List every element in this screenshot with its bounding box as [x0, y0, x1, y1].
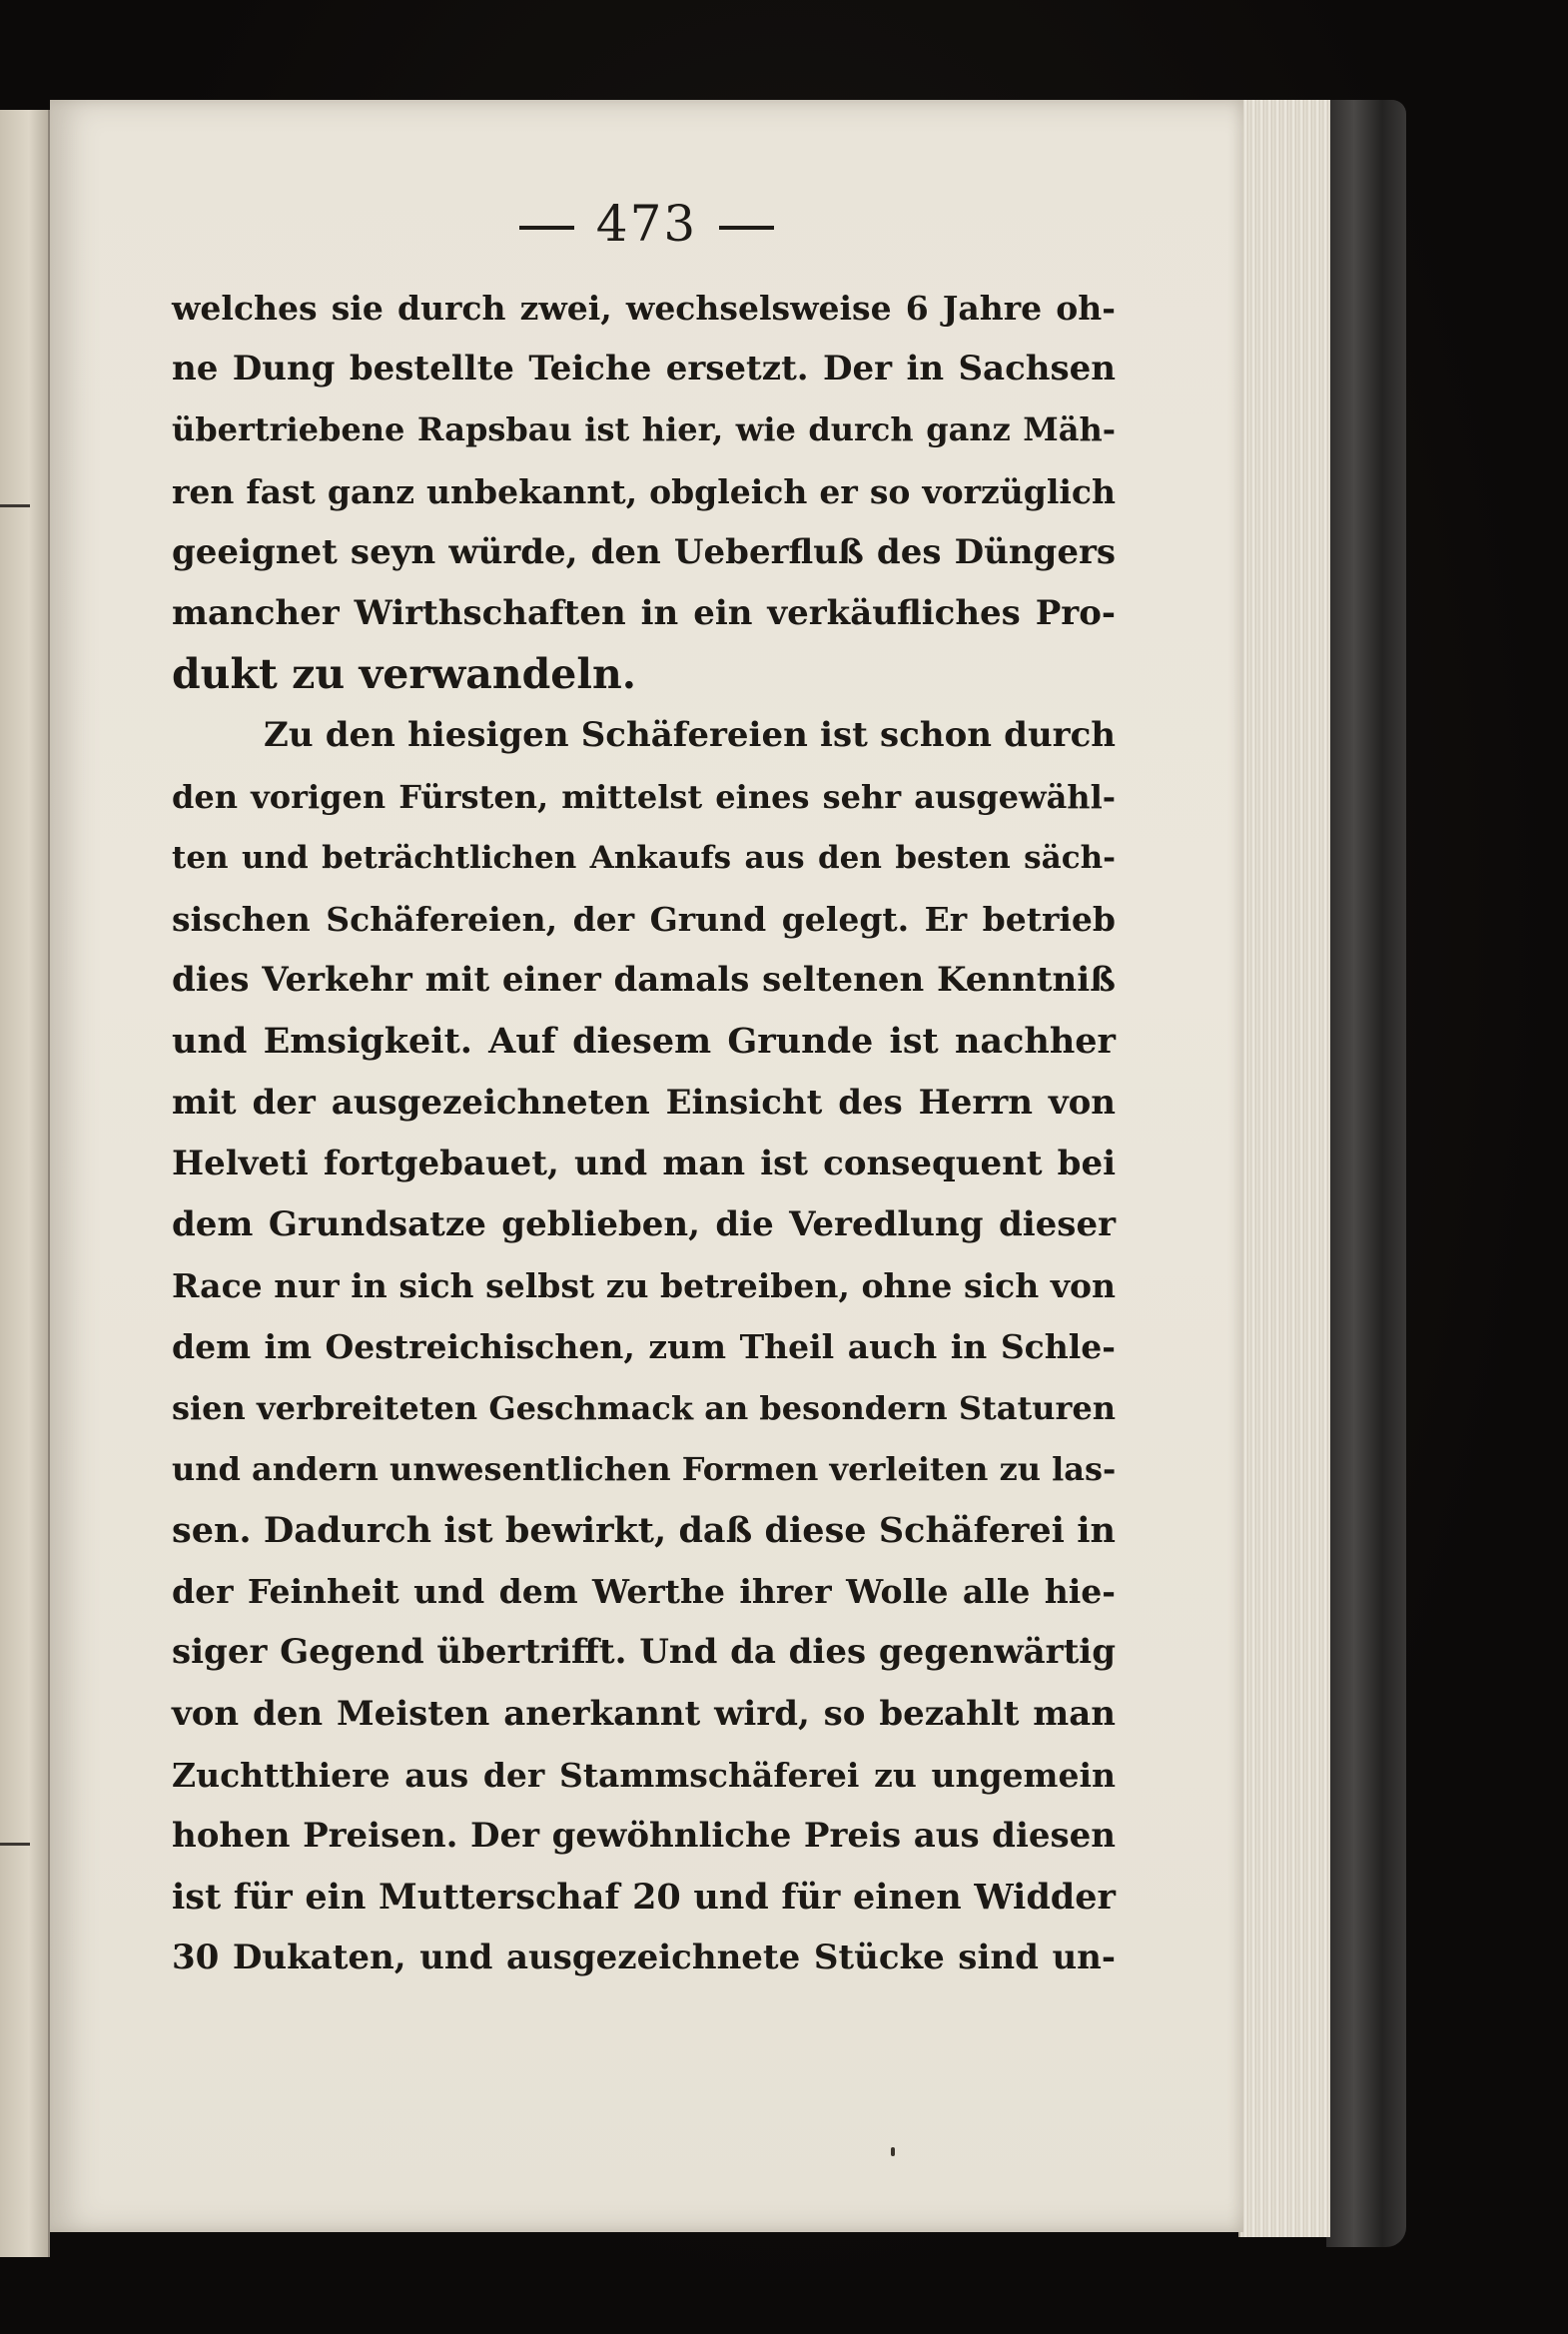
printed-rule-fragment [0, 504, 30, 507]
text-line: Zu den hiesigen Schäfereien ist schon durch [264, 715, 1116, 756]
text-line: mit der ausgezeichneten Einsicht des Herrn von [172, 1082, 1116, 1123]
text-line: Zuchtthiere aus der Stammschäferei zu ungemein [172, 1755, 1116, 1795]
text-line: Race nur in sich selbst zu betreiben, ohne sich von [172, 1266, 1116, 1306]
text-line: sischen Schäfereien, der Grund gelegt. Er betrieb [172, 900, 1116, 940]
text-line: der Feinheit und dem Werthe ihrer Wolle alle hie- [172, 1572, 1116, 1612]
text-line: dukt zu verwandeln. [172, 650, 637, 699]
book-cover-edge [1326, 100, 1406, 2247]
text-line: und Emsigkeit. Auf diesem Grunde ist nachher [172, 1021, 1116, 1063]
text-line: ren fast ganz unbekannt, obgleich er so vorzüglich [172, 471, 1116, 511]
text-line: sen. Dadurch ist bewirkt, daß diese Schäferei in [172, 1510, 1116, 1552]
text-line: ist für ein Mutterschaf 20 und für einen Widder [172, 1877, 1116, 1919]
book-page [50, 100, 1243, 2232]
text-line: dem Grundsatze geblieben, die Veredlung dieser [172, 1204, 1116, 1245]
page-header [50, 195, 1243, 253]
text-line: ten und beträchtlichen Ankaufs aus den besten säch- [172, 839, 1116, 876]
header-dash-right [719, 226, 774, 230]
printed-rule-fragment [0, 1843, 30, 1846]
text-line: dem im Oestreichischen, zum Theil auch in Schle- [172, 1327, 1116, 1367]
text-line: hohen Preisen. Der gewöhnliche Preis aus diesen [172, 1816, 1116, 1857]
text-line: geeignet seyn würde, den Ueberfluß des Düngers [172, 531, 1116, 572]
ink-speck [891, 2147, 895, 2156]
text-line: 30 Dukaten, und ausgezeichnete Stücke sind un- [172, 1938, 1116, 1978]
text-line: übertriebene Rapsbau ist hier, wie durch ganz Mäh- [172, 410, 1116, 449]
body-text [172, 278, 1116, 1989]
text-line: mancher Wirthschaften in ein verkäufliches Pro- [172, 593, 1116, 634]
page-edges [1238, 100, 1330, 2237]
text-line: dies Verkehr mit einer damals seltenen Kenntniß [172, 960, 1116, 1001]
left-facing-page-edge [0, 110, 50, 2257]
text-line: sien verbreiteten Geschmack an besondern Staturen [172, 1388, 1116, 1427]
text-line: den vorigen Fürsten, mittelst eines sehr ausgewähl- [172, 777, 1116, 816]
text-line: siger Gegend übertrifft. Und da dies gegenwärtig [172, 1632, 1116, 1673]
text-line: Helveti fortgebauet, und man ist consequent bei [172, 1143, 1116, 1183]
text-line: ne Dung bestellte Teiche ersetzt. Der in Sachsen [172, 349, 1116, 389]
text-line: und andern unwesentlichen Formen verleiten zu las- [172, 1449, 1117, 1488]
text-line: von den Meisten anerkannt wird, so bezahlt man [172, 1693, 1116, 1734]
header-dash-left [519, 226, 574, 230]
page-number: 473 [595, 195, 698, 253]
text-line: welches sie durch zwei, wechselsweise 6 Jahre oh- [172, 289, 1116, 328]
